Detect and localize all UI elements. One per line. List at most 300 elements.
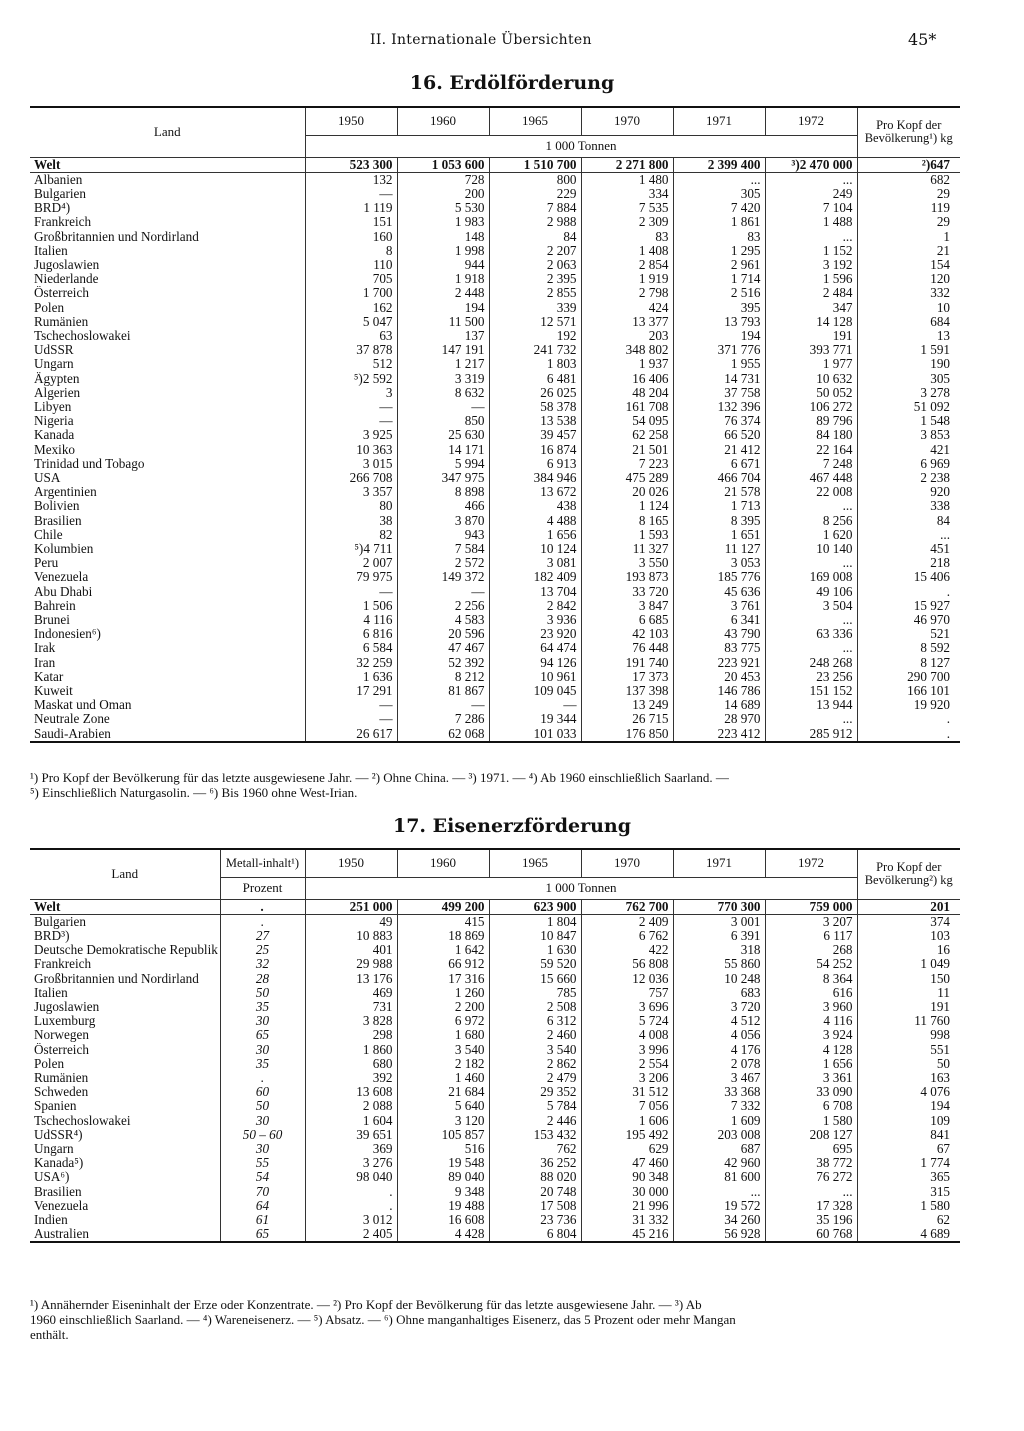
table-cell: 629 [581,1142,673,1156]
metal-content-cell: 50 – 60 [220,1128,305,1142]
table-cell: 5 994 [397,457,489,471]
table-cell: 19 488 [397,1199,489,1213]
table-row [30,400,960,414]
table-cell: 6 969 [857,457,960,471]
table-cell: 59 520 [489,957,581,971]
table-cell: 3 207 [765,914,857,929]
country-name: Chile [34,527,63,542]
table-cell: 393 771 [765,343,857,357]
table-row [30,1213,960,1227]
table-cell: 9 348 [397,1185,489,1199]
footnote-line: ¹) Annähernder Eiseninhalt der Erze oder Konzentrate. — ²) Pro Kopf der Bevölkerung für das letzte ausgewiesene Jahr. — ³) Ab [30,1297,702,1312]
column-header-prozent: Prozent [220,877,305,899]
table-cell: 731 [305,1000,397,1014]
table-cell: 10 632 [765,372,857,386]
column-header-land: Land [30,107,305,157]
country-name: Algerien [34,385,81,400]
country-name: Österreich [34,1042,89,1057]
metal-content-cell: 54 [220,1170,305,1184]
table-cell: 3 720 [673,1000,765,1014]
table-cell: 25 630 [397,428,489,442]
table-cell: 8 592 [857,641,960,655]
column-header-pro-kopf: Pro Kopf der Bevölkerung²) kg [857,849,960,899]
country-name: Maskat und Oman [34,698,132,713]
table-cell: 20 026 [581,485,673,499]
table-cell: 11 760 [857,1014,960,1028]
table-cell: 466 [397,499,489,513]
table-cell: 16 406 [581,372,673,386]
table-cell: 1 295 [673,244,765,258]
table-cell: 101 033 [489,727,581,742]
table-cell: 1 124 [581,499,673,513]
table-cell: 194 [857,1099,960,1113]
table-row [30,613,960,627]
table-cell: 45 636 [673,585,765,599]
table-row [30,428,960,442]
table-cell: 148 [397,230,489,244]
table-cell: 2 207 [489,244,581,258]
table-cell: 3 015 [305,457,397,471]
table-cell: 10 124 [489,542,581,556]
table-cell: 2 405 [305,1227,397,1242]
table-cell: 1 919 [581,272,673,286]
table-cell: 705 [305,272,397,286]
table-cell: 13 704 [489,585,581,599]
table-cell: 1 977 [765,357,857,371]
metal-content-cell: . [220,914,305,929]
table-cell: 332 [857,286,960,300]
table-cell: 5 724 [581,1014,673,1028]
table-cell: 48 204 [581,386,673,400]
table-cell: 268 [765,943,857,957]
table-cell: 920 [857,485,960,499]
metal-content-cell: 50 [220,986,305,1000]
table-cell: 16 608 [397,1213,489,1227]
table-cell: 51 092 [857,400,960,414]
table-cell: 84 [489,230,581,244]
country-name: Polen [34,1056,65,1071]
table-cell: 42 103 [581,627,673,641]
page-number: 45* [908,30,937,49]
table-cell: 1 596 [765,272,857,286]
table-cell: 6 913 [489,457,581,471]
table-cell: 3 319 [397,372,489,386]
table-cell: 103 [857,929,960,943]
table-row [30,1099,960,1113]
table-cell: 371 776 [673,343,765,357]
table-cell: 154 [857,258,960,272]
country-name: Frankreich [34,957,92,972]
table-row [30,1014,960,1028]
table-cell: 1 591 [857,343,960,357]
table-cell: 3 001 [673,914,765,929]
table-cell: 1 861 [673,215,765,229]
table-cell: 19 572 [673,1199,765,1213]
table-cell: 1 620 [765,528,857,542]
metal-content-cell: 50 [220,1099,305,1113]
table-cell: 770 300 [673,899,765,914]
table-cell: 1 860 [305,1043,397,1057]
table-cell: 800 [489,172,581,187]
table-cell: 21 684 [397,1085,489,1099]
table-cell: 150 [857,972,960,986]
table-cell: 62 258 [581,428,673,442]
footnotes-eisenerz [30,1297,960,1342]
table-cell: 2 395 [489,272,581,286]
column-header-year: 1960 [397,849,489,877]
table-cell: 109 [857,1114,960,1128]
table-cell: — [305,585,397,599]
table-cell: 11 [857,986,960,1000]
table-cell: 33 090 [765,1085,857,1099]
table-row [30,1227,960,1242]
table-cell: 3 012 [305,1213,397,1227]
table-cell: 1 937 [581,357,673,371]
table-cell: 153 432 [489,1128,581,1142]
table-cell: 7 286 [397,712,489,726]
table-cell: 944 [397,258,489,272]
country-name: Österreich [34,286,89,301]
table-cell: 1 803 [489,357,581,371]
country-name: Mexiko [34,442,76,457]
table-cell: 424 [581,301,673,315]
table-cell: 79 975 [305,570,397,584]
metal-content-cell: 27 [220,929,305,943]
table-cell: 3 206 [581,1071,673,1085]
table-cell: 190 [857,357,960,371]
table-cell: 2 256 [397,599,489,613]
running-head: II. Internationale Übersichten [370,32,592,48]
footnote-line: ¹) Pro Kopf der Bevölkerung für das letzte ausgewiesene Jahr. — ²) Ohne China. — ³) 1971. — ⁴) Ab 1960 einschließlich Saarland. — [30,770,729,785]
table-cell: 11 500 [397,315,489,329]
table-cell: 1 630 [489,943,581,957]
table-cell: 4 512 [673,1014,765,1028]
table-cell: 1 604 [305,1114,397,1128]
table-cell: 305 [857,372,960,386]
table-cell: 7 104 [765,201,857,215]
table-cell: 1 580 [857,1199,960,1213]
table-cell: 37 758 [673,386,765,400]
table-cell: 54 095 [581,414,673,428]
table-row [30,929,960,943]
table-cell: 14 689 [673,698,765,712]
table-row [30,244,960,258]
country-name: Großbritannien und Nordirland [34,971,199,986]
country-name: Polen [34,300,65,315]
table-row [30,556,960,570]
table-cell: 49 106 [765,585,857,599]
country-name: Italien [34,985,68,1000]
table-cell: 1 053 600 [397,157,489,172]
table-row [30,172,960,187]
table-cell: ... [857,528,960,542]
table-cell: 31 332 [581,1213,673,1227]
table-cell: 208 127 [765,1128,857,1142]
table-cell: 347 975 [397,471,489,485]
table-cell: 33 720 [581,585,673,599]
table-row [30,1071,960,1085]
metal-content-cell: 60 [220,1085,305,1099]
footnote-line: 1960 einschließlich Saarland. — ⁴) Wareneisenerz. — ⁵) Absatz. — ⁶) Ohne manganhaltiges Eisenerz, das 5 Prozent oder mehr Mangan [30,1312,736,1327]
table-row [30,1199,960,1213]
table-cell: . [305,1199,397,1213]
table-cell: 137 [397,329,489,343]
table-cell: 7 535 [581,201,673,215]
table-cell: 200 [397,187,489,201]
table-cell: — [305,400,397,414]
table-cell: 3 361 [765,1071,857,1085]
table-row [30,1170,960,1184]
table-cell: 315 [857,1185,960,1199]
table-cell: 6 584 [305,641,397,655]
country-name: Niederlande [34,272,99,287]
table-cell: 50 [857,1057,960,1071]
table-cell: 6 762 [581,929,673,943]
table-cell: . [857,712,960,726]
table-cell: 8 364 [765,972,857,986]
table-cell: 84 [857,514,960,528]
table-row [30,286,960,300]
column-header-year: 1971 [673,849,765,877]
table-cell: 194 [673,329,765,343]
table-cell: 50 052 [765,386,857,400]
country-name: Luxemburg [34,1014,96,1029]
table-cell: 37 878 [305,343,397,357]
table-cell: 42 960 [673,1156,765,1170]
table-cell: 7 223 [581,457,673,471]
table-cell: 3 696 [581,1000,673,1014]
table-cell: 52 392 [397,656,489,670]
metal-content-cell: 30 [220,1114,305,1128]
country-name: Norwegen [34,1028,89,1043]
table-cell: 58 378 [489,400,581,414]
table-cell: 2 200 [397,1000,489,1014]
table-cell: 35 196 [765,1213,857,1227]
table-cell: 80 [305,499,397,513]
table-cell: 687 [673,1142,765,1156]
column-header-pro-kopf: Pro Kopf der Bevölkerung¹) kg [857,107,960,157]
table-cell: 229 [489,187,581,201]
table-cell: 1 636 [305,670,397,684]
metal-content-cell: 64 [220,1199,305,1213]
unit-label: 1 000 Tonnen [305,877,857,899]
table-cell: 83 775 [673,641,765,655]
table-cell: 147 191 [397,343,489,357]
table-cell: 4 428 [397,1227,489,1242]
table-cell: 347 [765,301,857,315]
country-name: Saudi-Arabien [30,727,305,742]
country-name: BRD³) [34,928,70,943]
country-name: Indien [34,1212,68,1227]
table-cell: 6 804 [489,1227,581,1242]
table-cell: . [857,727,960,742]
country-name: Tschechoslowakei [34,328,131,343]
table-cell: 521 [857,627,960,641]
table-row [30,656,960,670]
table-cell: 3 540 [397,1043,489,1057]
table-cell: 1 152 [765,244,857,258]
table-cell: 83 [673,230,765,244]
table-row [30,684,960,698]
table-cell: 339 [489,301,581,315]
table-cell: 2 855 [489,286,581,300]
table-cell: 13 944 [765,698,857,712]
table-cell: 2 063 [489,258,581,272]
table-cell: 8 212 [397,670,489,684]
table-row [30,1000,960,1014]
country-name: Neutrale Zone [34,712,110,727]
table-row [30,471,960,485]
table-cell: 13 176 [305,972,397,986]
country-name: Schweden [34,1085,89,1100]
column-header-year: 1970 [581,107,673,135]
table-cell: 39 457 [489,428,581,442]
table-cell: 29 352 [489,1085,581,1099]
country-name: Bolivien [34,499,80,514]
country-name: Brasilien [34,1184,82,1199]
table-cell: 16 [857,943,960,957]
table-cell: 223 412 [673,727,765,742]
country-name: Tschechoslowakei [34,1113,131,1128]
table-cell: 8 632 [397,386,489,400]
table-cell: 680 [305,1057,397,1071]
table-cell: 1 804 [489,914,581,929]
table-cell: 5 784 [489,1099,581,1113]
table-cell: 2 399 400 [673,157,765,172]
table-row [30,1043,960,1057]
table-cell: 3 828 [305,1014,397,1028]
table-cell: 38 [305,514,397,528]
table-cell: 318 [673,943,765,957]
table-cell: 23 736 [489,1213,581,1227]
world-total-row [30,899,960,914]
table-row [30,972,960,986]
table-cell: 4 116 [305,613,397,627]
table-cell: 26 025 [489,386,581,400]
table-cell: 338 [857,499,960,513]
table-row [30,585,960,599]
table-cell: 34 260 [673,1213,765,1227]
table-cell: 3 960 [765,1000,857,1014]
table-cell: 1 656 [765,1057,857,1071]
table-cell: 5 047 [305,315,397,329]
country-name: Ungarn [34,357,74,372]
table-cell: 2 309 [581,215,673,229]
table-cell: 475 289 [581,471,673,485]
table-cell: 109 045 [489,684,581,698]
table-cell: 29 [857,215,960,229]
table-row [30,372,960,386]
table-cell: 3 081 [489,556,581,570]
table-row [30,627,960,641]
table-cell: 185 776 [673,570,765,584]
column-header-land: Land [30,849,220,899]
table-cell: 192 [489,329,581,343]
table-cell: 11 327 [581,542,673,556]
table-cell: 616 [765,986,857,1000]
table-cell: 1 260 [397,986,489,1000]
table-cell: 623 900 [489,899,581,914]
table-cell: 21 996 [581,1199,673,1213]
table-cell: 62 [857,1213,960,1227]
footnote-line: ⁵) Einschließlich Naturgasolin. — ⁶) Bis 1960 ohne West-Irian. [30,785,358,800]
table-cell: 20 453 [673,670,765,684]
table-cell: 785 [489,986,581,1000]
table-cell: 28 970 [673,712,765,726]
table-cell: — [397,585,489,599]
table-cell: 3 761 [673,599,765,613]
table-cell: 2 088 [305,1099,397,1113]
table-row [30,542,960,556]
table-cell: 82 [305,528,397,542]
table-cell: 3 120 [397,1114,489,1128]
table-row [30,599,960,613]
table-cell: 1 580 [765,1114,857,1128]
table-cell: 6 312 [489,1014,581,1028]
table-row [30,1028,960,1042]
table-cell: 384 946 [489,471,581,485]
table-row [30,414,960,428]
table-row [30,698,960,712]
table-cell: 6 816 [305,627,397,641]
table-row [30,1085,960,1099]
table-cell: 2 516 [673,286,765,300]
country-name: Großbritannien und Nordirland [34,229,199,244]
country-name: Kuweit [34,684,73,699]
table-cell: 516 [397,1142,489,1156]
table-cell: 137 398 [581,684,673,698]
table-cell: 7 332 [673,1099,765,1113]
table-cell: 2 446 [489,1114,581,1128]
table-cell: 54 252 [765,957,857,971]
country-name: Rumänien [34,1070,89,1085]
table-cell: 176 850 [581,727,673,742]
table-cell: 106 272 [765,400,857,414]
table-cell: 6 685 [581,613,673,627]
table-cell: 23 256 [765,670,857,684]
table-cell: 84 180 [765,428,857,442]
table-row [30,986,960,1000]
table-cell: 7 056 [581,1099,673,1113]
table-cell: 6 391 [673,929,765,943]
table-cell: 3 924 [765,1028,857,1042]
table-cell: 162 [305,301,397,315]
table-cell: 1 460 [397,1071,489,1085]
country-name: Ungarn [34,1141,74,1156]
table-cell: 21 412 [673,443,765,457]
table-cell: 1 656 [489,528,581,542]
table-cell: 191 [765,329,857,343]
table-cell: 119 [857,201,960,215]
table-row [30,914,960,929]
table-cell: 683 [673,986,765,1000]
table-cell: 13 793 [673,315,765,329]
table-cell: 2 271 800 [581,157,673,172]
country-name: Abu Dhabi [34,584,93,599]
table-cell: 6 481 [489,372,581,386]
table-cell: 374 [857,914,960,929]
table-row [30,712,960,726]
table-cell: 13 249 [581,698,673,712]
table-cell: 17 328 [765,1199,857,1213]
table-cell: 2 448 [397,286,489,300]
table-cell: 684 [857,315,960,329]
table-cell: ... [673,172,765,187]
table-cell: 163 [857,1071,960,1085]
table-cell: . [305,1185,397,1199]
table-cell: 33 368 [673,1085,765,1099]
table-cell: ... [765,641,857,655]
